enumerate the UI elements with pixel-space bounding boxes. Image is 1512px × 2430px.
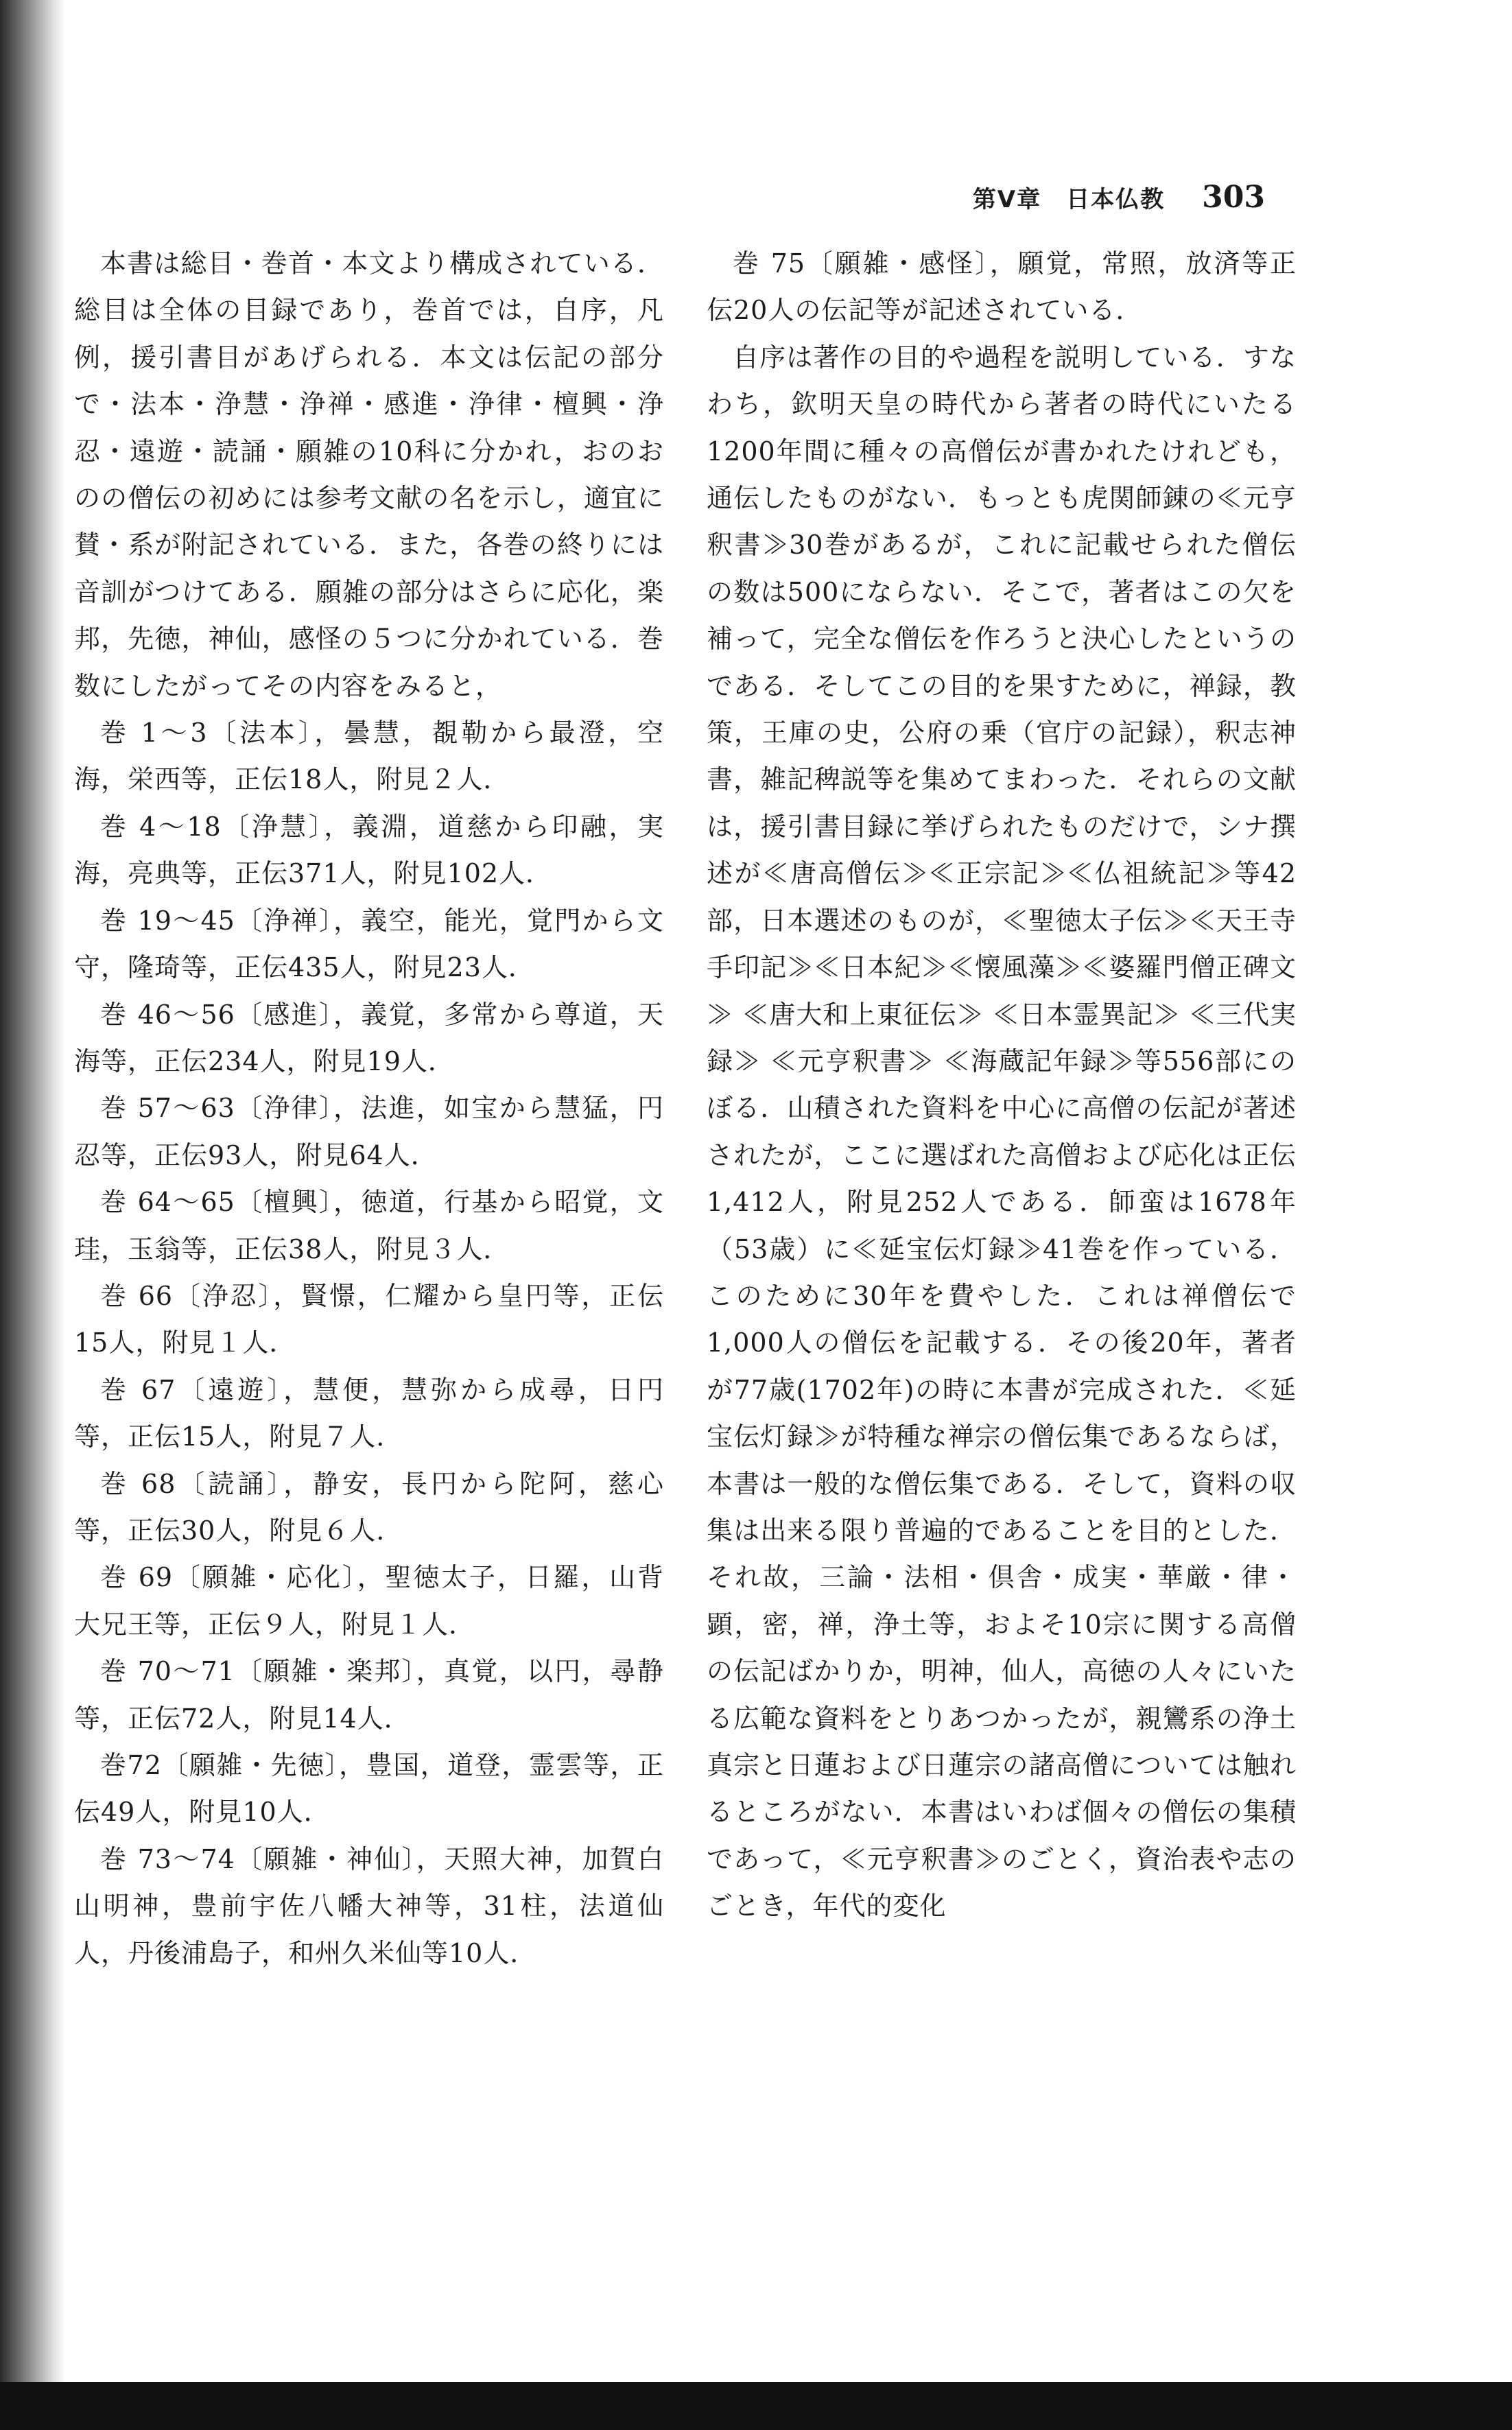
volume-entry: 巻 67〔遠遊〕，慧便，慧弥から成尋，日円等，正伝15人，附見７人． [74,1374,664,1452]
volume-entry: 巻 1～3〔法本〕，曇慧，覩勒から最澄，空海，栄西等，正伝18人，附見２人． [74,718,664,795]
left-column [74,240,664,1977]
volume-entry: 巻 57～63〔浄律〕，法進，如宝から慧猛，円忍等，正伝93人，附見64人． [74,1093,664,1170]
volume-entry: 巻72〔願雑・先徳〕，豊国，道登，霊雲等，正伝49人，附見10人． [74,1750,664,1828]
volume-entry: 巻 4～18〔浄慧〕，義淵，道慈から印融，実海，亮典等，正伝371人，附見102人． [74,811,664,889]
scan-binding-shadow [0,0,65,2430]
right-column [707,240,1297,1930]
volume-entry: 巻 70～71〔願雑・楽邦〕，真覚，以円，尋静等，正伝72人，附見14人． [74,1656,664,1734]
chapter-title: 第V章 日本仏教 [972,186,1166,213]
page-number: 303 [1202,180,1265,215]
volume-entry: 巻 46～56〔感進〕，義覚，多常から尊道，天海等，正伝234人，附見19人． [74,999,664,1076]
volume-entry: 巻 66〔浄忍〕，賢憬，仁耀から皇円等，正伝15人，附見１人． [74,1280,664,1358]
body-paragraph: 自序は著作の目的や過程を説明している．すなわち，欽明天皇の時代から著者の時代にいたる1200年間に種々の高僧伝が書かれたけれども，通伝したものがない．もっとも虎関師錬の≪元亨釈書≫30巻があるが，これに記載せられた僧伝の数は500にならない．そこで，著者はこの欠を補って，完全な僧伝を作ろうと決心したというのである．そしてこの目的を果すために，禅録，教策，王庫の史，公府の乗（官庁の記録），釈志神書，雑記稗説等を集めてまわった．それらの文献は，援引書目録に挙げられたものだけで，シナ撰述が≪唐高僧伝≫≪正宗記≫≪仏祖統記≫等42部，日本選述のものが，≪聖徳太子伝≫≪天王寺手印記≫≪日本紀≫≪懐風藻≫≪婆羅門僧正碑文≫ ≪唐大和上東征伝≫ ≪日本霊異記≫ ≪三代実録≫ ≪元亨釈書≫ ≪海蔵記年録≫等556部にのぼる．山積された資料を中心に高僧の伝記が著述されたが，ここに選ばれた高僧および応化は正伝1,412人，附見252人である．師蛮は1678年（53歳）に≪延宝伝灯録≫41巻を作っている．このために30年を費やした．これは禅僧伝で1,000人の僧伝を記載する．その後20年，著者が77歳(1702年)の時に本書が完成された．≪延宝伝灯録≫が特種な禅宗の僧伝集であるならば，本書は一般的な僧伝集である．そして，資料の収集は出来る限り普遍的であることを目的とした．それ故，三論・法相・倶舎・成実・華厳・律・顕，密，禅，浄土等，およそ10宗に関する高僧の伝記ばかりか，明神，仙人，高徳の人々にいたる広範な資料をとりあつかったが，親鸞系の浄土真宗と日蓮および日蓮宗の諸高僧については触れるところがない．本書はいわば個々の僧伝の集積であって，≪元亨釈書≫のごとく，資治表や志のごとき，年代的変化 [707,342,1297,1922]
volume-entry: 巻 69〔願雑・応化〕，聖徳太子，日羅，山背大兄王等，正伝９人，附見１人． [74,1562,664,1640]
intro-paragraph: 本書は総目・巻首・本文より構成されている．総目は全体の目録であり，巻首では，自序，凡例，援引書目があげられる．本文は伝記の部分で・法本・浄慧・浄禅・感進・浄律・檀興・浄忍・遠遊・読誦・願雑の10科に分かれ，おのおのの僧伝の初めには参考文献の名を示し，適宜に賛・系が附記されている．また，各巻の終りには音訓がつけてある．願雑の部分はさらに応化，楽邦，先徳，神仙，感怪の５つに分かれている．巻数にしたがってその内容をみると， [74,248,664,701]
volume-entry: 巻 19～45〔浄禅〕，義空，能光，覚門から文守，隆琦等，正伝435人，附見23人． [74,905,664,983]
volume-entry: 巻 64～65〔檀興〕，徳道，行基から昭覚，文珪，玉翁等，正伝38人，附見３人． [74,1187,664,1264]
scan-bottom-edge [0,2382,1512,2430]
volume-entry: 巻 68〔読誦〕，静安，長円から陀阿，慈心等，正伝30人，附見６人． [74,1468,664,1546]
volume-entry: 巻 73～74〔願雑・神仙〕，天照大神，加賀白山明神，豊前宇佐八幡大神等，31柱，法道仙人，丹後浦島子，和州久米仙等10人． [74,1843,664,1968]
running-header [973,180,1265,215]
volume-entry: 巻 75〔願雑・感怪〕，願覚，常照，放済等正伝20人の伝記等が記述されている． [707,248,1297,326]
